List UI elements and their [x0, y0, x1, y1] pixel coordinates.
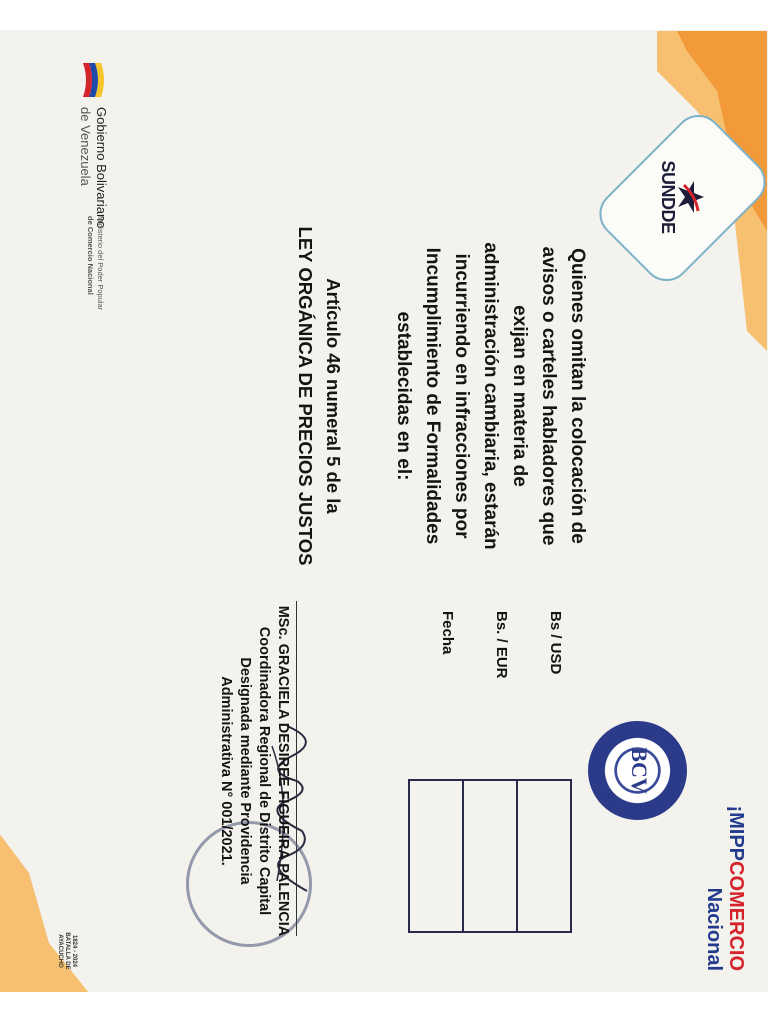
sundde-logo [637, 127, 727, 267]
signatory-designation: Designada mediante Providencia [237, 657, 253, 885]
signatory-title: Coordinadora Regional de Distrito Capital [256, 626, 272, 916]
sundde-label: SUNDDE [658, 160, 679, 234]
date-field [408, 779, 464, 933]
notice-line: establecidas en el: [393, 311, 414, 481]
scanned-page [0, 30, 768, 992]
legal-reference [291, 226, 347, 566]
article-reference: Artículo 46 numeral 5 de la [323, 278, 344, 514]
signatory-block [216, 601, 292, 941]
gobierno-line2: de Venezuela [78, 107, 93, 186]
ayacucho-logo: 1824 - 2024 BATALLA DE AYACUCHO [57, 932, 77, 970]
eur-rate-field [462, 779, 518, 933]
ministry-label [85, 216, 105, 310]
notice-line: Incumplimiento de Formalidades [422, 247, 443, 545]
notice-line: incurriendo en infracciones por [451, 253, 472, 539]
notice-text [389, 216, 592, 576]
usd-rate-label: Bs / USD [547, 611, 564, 675]
mipp-prefix: ¡MIPP [725, 805, 747, 861]
ministry-line1: Ministerio del Poder Popular [96, 216, 105, 311]
gobierno-line1: Gobierno Bolivariano [94, 107, 109, 229]
bcv-label: BCV [627, 747, 652, 794]
notice-line: exijan en materia de [509, 305, 530, 487]
signatory-act: Administrativa N° 001/2021. [218, 676, 234, 866]
usd-rate-field [516, 779, 572, 933]
ministry-line2: de Comercio Nacional [86, 216, 95, 295]
mipp-comercio: COMERCIO [725, 861, 747, 971]
mipp-comercio-logo [704, 761, 747, 971]
notice-line: administración cambiaria, estarán [480, 242, 501, 550]
bcv-seal [588, 721, 687, 820]
notice-line: Quienes omitan la colocación de [567, 248, 588, 544]
date-label: Fecha [439, 611, 456, 655]
notice-line: avisos o carteles habladores que [538, 246, 559, 546]
venezuela-flag-icon [81, 63, 107, 97]
mipp-nacional: Nacional [703, 887, 725, 971]
signatory-name: MSc. GRACIELA DESIREE FIGUEIRA PALENCIA [275, 605, 291, 937]
law-name: LEY ORGÁNICA DE PRECIOS JUSTOS [295, 226, 316, 566]
notice-document [0, 31, 767, 992]
eur-rate-label: Bs. / EUR [493, 611, 510, 679]
sundde-star-icon [679, 177, 707, 217]
